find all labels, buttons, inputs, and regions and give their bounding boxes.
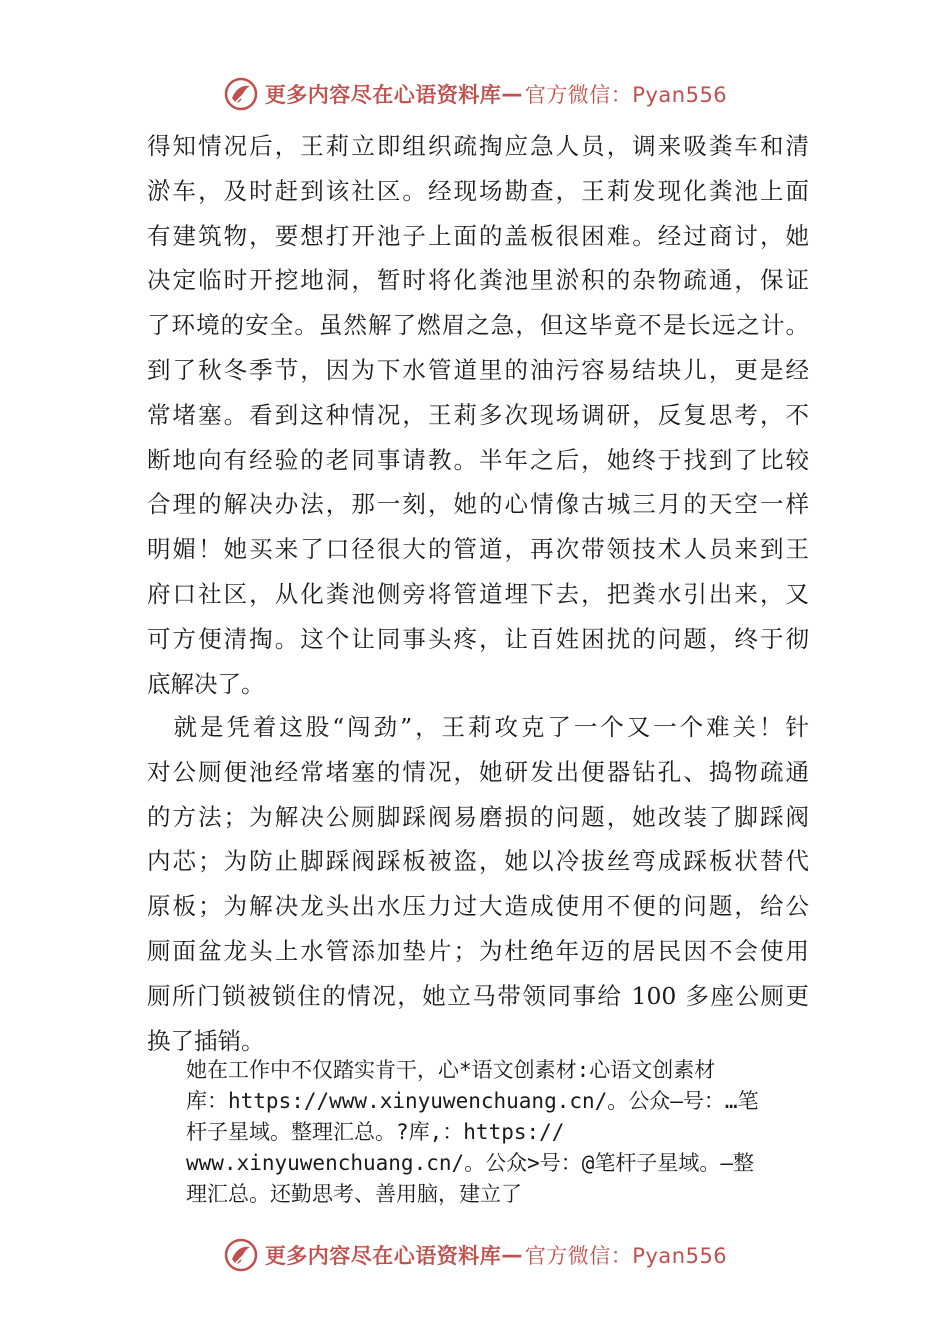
footer-brand-text: 更多内容尽在心语资料库 [264, 1244, 502, 1268]
text-line: 内芯；为防止脚踩阀踩板被盗，她以冷拔丝弯成踩板状替代 [147, 847, 809, 876]
text-line: 常堵塞。看到这种情况，王莉多次现场调研，反复思考，不 [147, 400, 809, 429]
text-line: 有建筑物，要想打开池子上面的盖板很困难。经过商讨，她 [147, 221, 809, 250]
header-separator: — [501, 82, 523, 106]
header-brand-text: 更多内容尽在心语资料库 [264, 83, 502, 107]
text-line: 对公厕便池经常堵塞的情况，她研发出便器钻孔、捣物疏通 [147, 757, 809, 786]
footer-separator: — [501, 1243, 523, 1267]
text-line: 断地向有经验的老同事请教。半年之后，她终于找到了比较 [147, 445, 809, 474]
promo-note [186, 1055, 826, 1210]
text-line: 厕面盆龙头上水管添加垫片；为杜绝年迈的居民因不会使用 [147, 936, 809, 965]
text-line: 了环境的安全。虽然解了燃眉之急，但这毕竟不是长远之计。 [147, 311, 809, 340]
footer-banner [0, 1233, 950, 1277]
text-line: 府口社区，从化粪池侧旁将管道埋下去，把粪水引出来，又 [147, 579, 809, 608]
header-banner [0, 72, 950, 116]
text-line: 淤车，及时赶到该社区。经现场勘查，王莉发现化粪池上面 [147, 176, 809, 205]
paragraph-1 [147, 124, 809, 706]
text-line: 原板；为解决龙头出水压力过大造成使用不便的问题，给公 [147, 892, 809, 921]
text-line: 明媚！她买来了口径很大的管道，再次带领技术人员来到王 [147, 535, 809, 564]
text-line: 的方法；为解决公厕脚踩阀易磨损的问题，她改装了脚踩阀 [147, 802, 809, 831]
text-line: 合理的解决办法，那一刻，她的心情像古城三月的天空一样 [147, 490, 809, 519]
text-line: 底解决了。 [147, 669, 265, 698]
text-line: 库：https://www.xinyuwenchuang.cn/。公众—号：…笔 [186, 1089, 759, 1113]
text-line: 杆子星域。整理汇总。?库,：https:// [186, 1120, 565, 1144]
brand-logo-icon [223, 76, 259, 112]
header-wechat-text: 官方微信：Pyan556 [524, 83, 728, 107]
paragraph-2 [147, 705, 809, 1063]
text-line: 她在工作中不仅踏实肯干，心*语文创素材:心语文创素材 [186, 1058, 716, 1082]
text-line: 厕所门锁被锁住的情况，她立马带领同事给 100 多座公厕更 [147, 981, 809, 1010]
text-line: 理汇总。还勤思考、善用脑，建立了 [186, 1182, 522, 1206]
text-line: 换了插销。 [147, 1026, 265, 1055]
text-line: www.xinyuwenchuang.cn/。公众>号：@笔杆子星域。—整 [186, 1151, 755, 1175]
text-line: 到了秋冬季节，因为下水管道里的油污容易结块儿，更是经 [147, 355, 809, 384]
text-line: 决定临时开挖地洞，暂时将化粪池里淤积的杂物疏通，保证 [147, 266, 809, 295]
footer-wechat-text: 官方微信：Pyan556 [524, 1244, 728, 1268]
brand-logo-icon [223, 1237, 259, 1273]
text-line: 得知情况后，王莉立即组织疏掏应急人员，调来吸粪车和清 [147, 132, 809, 160]
text-line: 就是凭着这股“闯劲”，王莉攻克了一个又一个难关！针 [147, 713, 809, 741]
text-line: 可方便清掏。这个让同事头疼，让百姓困扰的问题，终于彻 [147, 624, 809, 653]
